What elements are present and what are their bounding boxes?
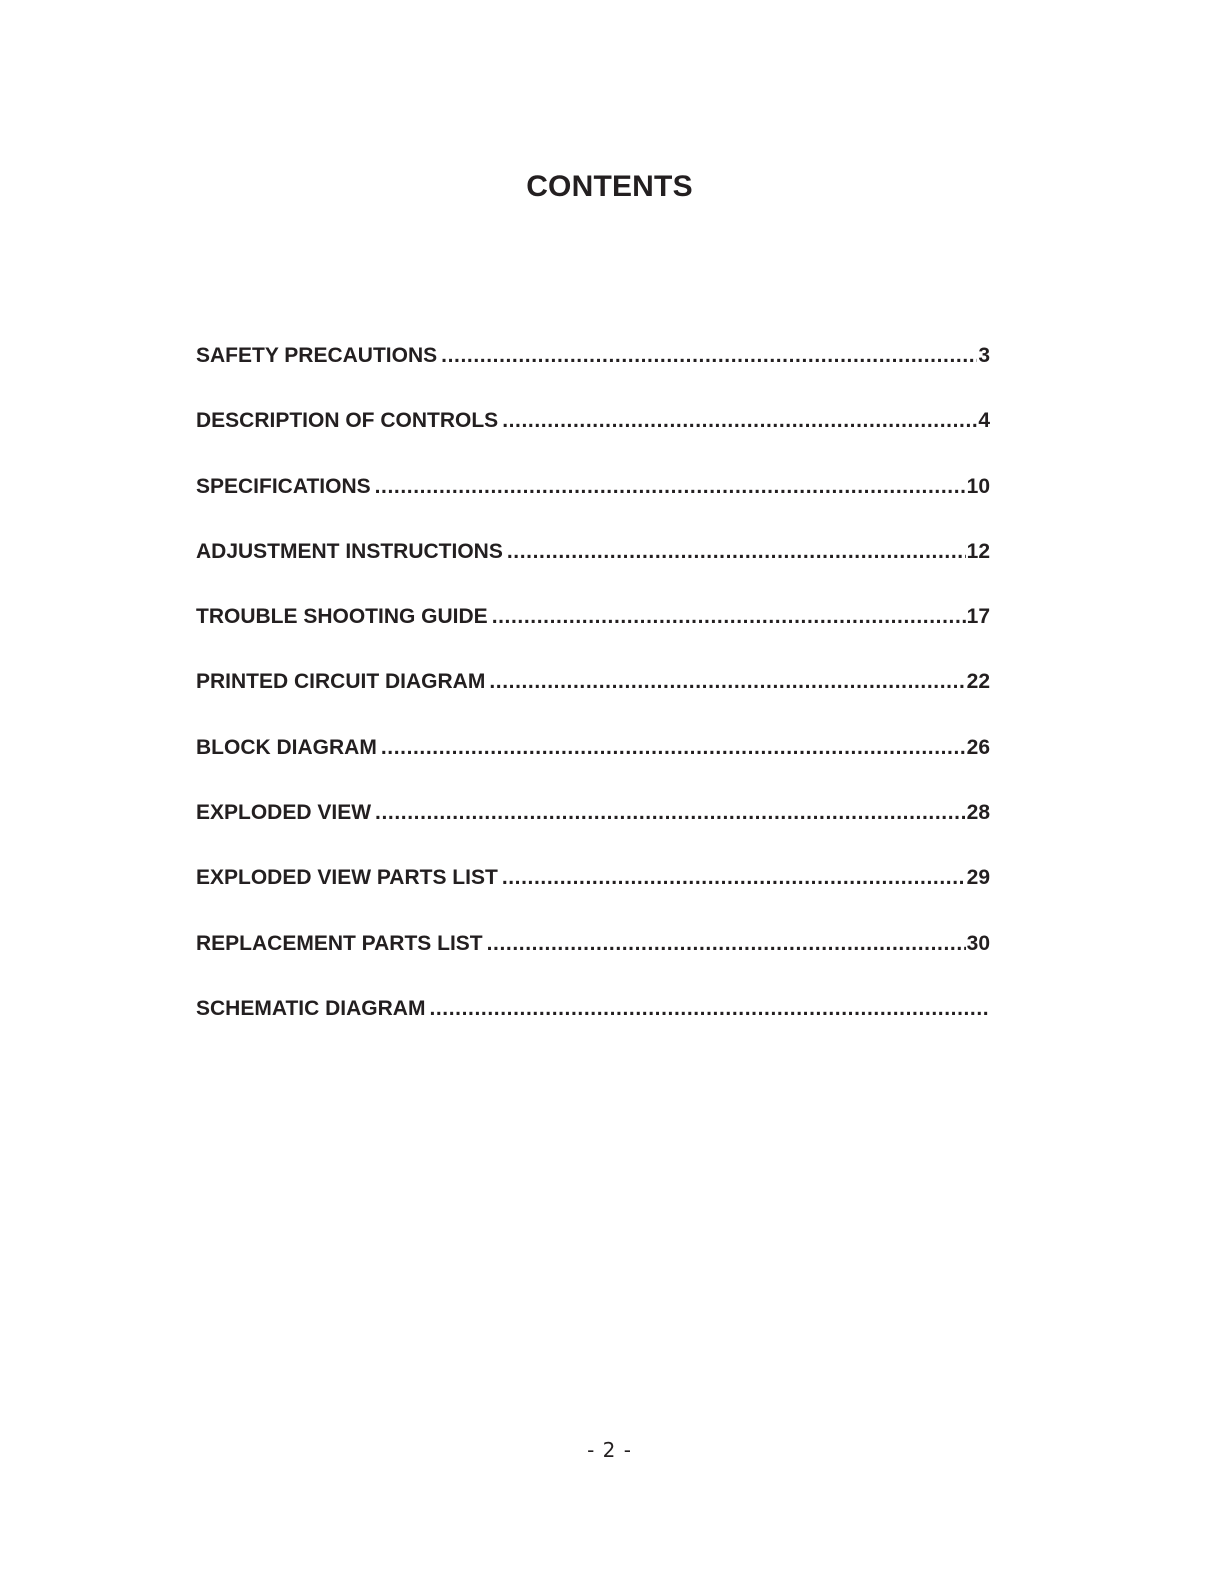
toc-dot-leader — [375, 475, 966, 499]
page-number: - 2 - — [587, 1438, 632, 1462]
toc-entry-title: REPLACEMENT PARTS LIST — [196, 931, 483, 955]
toc-entry-safety-precautions[interactable] — [196, 344, 990, 409]
toc-entry-replacement-parts-list[interactable] — [196, 932, 990, 997]
toc-entry-exploded-view-parts-list[interactable] — [196, 866, 990, 931]
toc-entry-title: BLOCK DIAGRAM — [196, 735, 377, 759]
toc-dot-leader — [502, 409, 977, 433]
toc-entry-exploded-view[interactable] — [196, 801, 990, 866]
toc-entry-schematic-diagram[interactable] — [196, 997, 990, 1062]
toc-dot-leader — [381, 736, 966, 760]
toc-dot-leader — [489, 670, 965, 694]
toc-dot-leader — [492, 605, 966, 629]
toc-entry-title: SPECIFICATIONS — [196, 474, 371, 498]
toc-entry-page: 4 — [978, 409, 990, 433]
toc-entry-page: 29 — [966, 866, 990, 890]
toc-dot-leader — [429, 997, 989, 1021]
toc-dot-leader — [375, 801, 966, 825]
toc-entry-page: 22 — [966, 670, 990, 694]
toc-entry-page: 17 — [966, 605, 990, 629]
toc-entry-page: 26 — [966, 735, 990, 759]
toc-entry-title: TROUBLE SHOOTING GUIDE — [196, 605, 488, 629]
toc-entry-page: 28 — [966, 801, 990, 825]
toc-entry-page: 12 — [966, 539, 990, 563]
toc-entry-specifications[interactable] — [196, 475, 990, 540]
table-of-contents — [196, 344, 990, 1062]
toc-entry-description-of-controls[interactable] — [196, 409, 990, 474]
toc-dot-leader — [441, 344, 977, 368]
toc-entry-title: DESCRIPTION OF CONTROLS — [196, 409, 499, 433]
toc-entry-block-diagram[interactable] — [196, 736, 990, 801]
toc-entry-title: SCHEMATIC DIAGRAM — [196, 996, 426, 1020]
toc-entry-title: ADJUSTMENT INSTRUCTIONS — [196, 539, 503, 563]
toc-dot-leader — [502, 866, 966, 890]
toc-entry-page: 30 — [966, 931, 990, 955]
toc-entry-title: EXPLODED VIEW — [196, 801, 372, 825]
toc-entry-page: 10 — [966, 474, 990, 498]
toc-entry-title: PRINTED CIRCUIT DIAGRAM — [196, 670, 486, 694]
page-title: CONTENTS — [526, 170, 693, 204]
toc-entry-title: EXPLODED VIEW PARTS LIST — [196, 866, 498, 890]
toc-dot-leader — [487, 932, 966, 956]
toc-entry-page: 3 — [978, 344, 990, 367]
toc-entry-adjustment-instructions[interactable] — [196, 540, 990, 605]
toc-entry-trouble-shooting-guide[interactable] — [196, 605, 990, 670]
toc-dot-leader — [507, 540, 966, 564]
toc-entry-printed-circuit-diagram[interactable] — [196, 670, 990, 735]
toc-entry-title: SAFETY PRECAUTIONS — [196, 344, 438, 367]
